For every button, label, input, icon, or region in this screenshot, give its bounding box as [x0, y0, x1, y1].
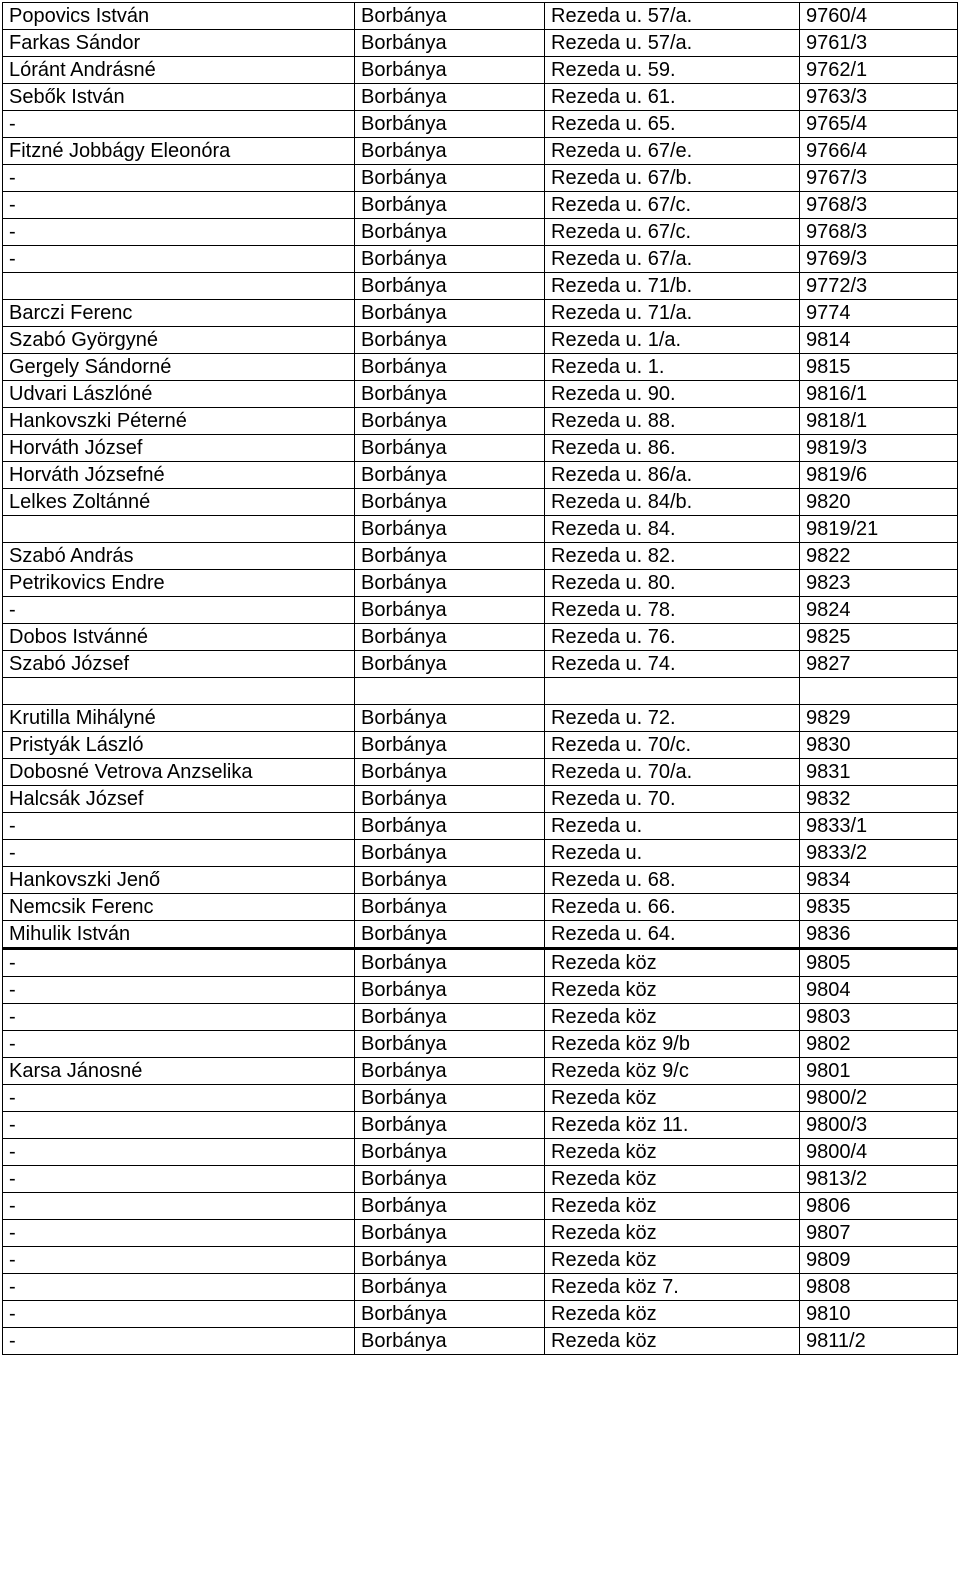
address-cell: Rezeda u. 1/a.: [545, 327, 800, 354]
table-row: [3, 138, 958, 165]
district-cell: Borbánya: [355, 516, 545, 543]
district-cell: Borbánya: [355, 786, 545, 813]
lot-number-cell: 9802: [800, 1031, 958, 1058]
district-cell: Borbánya: [355, 1301, 545, 1328]
lot-number-cell: 9769/3: [800, 246, 958, 273]
table-row: [3, 327, 958, 354]
owner-name-cell: -: [3, 246, 355, 273]
owner-name-cell: -: [3, 1112, 355, 1139]
table-row: [3, 813, 958, 840]
owner-name-cell: -: [3, 192, 355, 219]
lot-number-cell: 9835: [800, 894, 958, 921]
table-row: [3, 1004, 958, 1031]
table-row: [3, 1274, 958, 1301]
owner-name-cell: Sebők István: [3, 84, 355, 111]
owner-name-cell: Gergely Sándorné: [3, 354, 355, 381]
district-cell: Borbánya: [355, 705, 545, 732]
district-cell: Borbánya: [355, 1274, 545, 1301]
table-row: [3, 1301, 958, 1328]
district-cell: Borbánya: [355, 1220, 545, 1247]
district-cell: Borbánya: [355, 949, 545, 977]
owner-name-cell: -: [3, 1139, 355, 1166]
table-row: [3, 1085, 958, 1112]
address-cell: Rezeda u. 67/c.: [545, 192, 800, 219]
owner-name-cell: -: [3, 813, 355, 840]
lot-number-cell: 9800/4: [800, 1139, 958, 1166]
district-cell: Borbánya: [355, 30, 545, 57]
address-cell: Rezeda u. 71/b.: [545, 273, 800, 300]
lot-number-cell: 9807: [800, 1220, 958, 1247]
address-cell: Rezeda u. 67/e.: [545, 138, 800, 165]
owner-name-cell: -: [3, 219, 355, 246]
property-table-body: [3, 3, 958, 1355]
address-cell: Rezeda u. 64.: [545, 921, 800, 949]
lot-number-cell: 9820: [800, 489, 958, 516]
owner-name-cell: -: [3, 1274, 355, 1301]
owner-name-cell: -: [3, 1085, 355, 1112]
table-row: [3, 381, 958, 408]
address-cell: Rezeda u. 1.: [545, 354, 800, 381]
address-cell: Rezeda u. 71/a.: [545, 300, 800, 327]
lot-number-cell: 9830: [800, 732, 958, 759]
address-cell: [545, 678, 800, 705]
lot-number-cell: 9808: [800, 1274, 958, 1301]
owner-name-cell: Szabó András: [3, 543, 355, 570]
table-row: [3, 30, 958, 57]
lot-number-cell: 9761/3: [800, 30, 958, 57]
district-cell: Borbánya: [355, 921, 545, 949]
address-cell: Rezeda u. 74.: [545, 651, 800, 678]
table-row: [3, 219, 958, 246]
table-row: [3, 3, 958, 30]
district-cell: Borbánya: [355, 489, 545, 516]
address-cell: Rezeda köz: [545, 1301, 800, 1328]
table-row: [3, 111, 958, 138]
address-cell: Rezeda u. 67/b.: [545, 165, 800, 192]
lot-number-cell: 9814: [800, 327, 958, 354]
table-row: [3, 1031, 958, 1058]
address-cell: Rezeda köz 11.: [545, 1112, 800, 1139]
lot-number-cell: 9774: [800, 300, 958, 327]
address-cell: Rezeda u. 66.: [545, 894, 800, 921]
lot-number-cell: 9809: [800, 1247, 958, 1274]
address-cell: Rezeda u. 70.: [545, 786, 800, 813]
table-row: [3, 435, 958, 462]
owner-name-cell: Szabó József: [3, 651, 355, 678]
lot-number-cell: 9767/3: [800, 165, 958, 192]
address-cell: Rezeda u. 61.: [545, 84, 800, 111]
address-cell: Rezeda u. 90.: [545, 381, 800, 408]
address-cell: Rezeda u. 65.: [545, 111, 800, 138]
owner-name-cell: Dobosné Vetrova Anzselika: [3, 759, 355, 786]
address-cell: Rezeda u. 82.: [545, 543, 800, 570]
address-cell: Rezeda u. 57/a.: [545, 3, 800, 30]
district-cell: Borbánya: [355, 597, 545, 624]
owner-name-cell: [3, 273, 355, 300]
owner-name-cell: Petrikovics Endre: [3, 570, 355, 597]
owner-name-cell: -: [3, 1193, 355, 1220]
owner-name-cell: Lóránt Andrásné: [3, 57, 355, 84]
owner-name-cell: -: [3, 597, 355, 624]
district-cell: Borbánya: [355, 354, 545, 381]
district-cell: Borbánya: [355, 327, 545, 354]
address-cell: Rezeda u. 78.: [545, 597, 800, 624]
district-cell: Borbánya: [355, 1112, 545, 1139]
district-cell: Borbánya: [355, 543, 545, 570]
table-row: [3, 1220, 958, 1247]
owner-name-cell: -: [3, 1004, 355, 1031]
district-cell: Borbánya: [355, 165, 545, 192]
district-cell: Borbánya: [355, 651, 545, 678]
table-row: [3, 1193, 958, 1220]
owner-name-cell: -: [3, 111, 355, 138]
district-cell: Borbánya: [355, 3, 545, 30]
table-row: [3, 570, 958, 597]
address-cell: Rezeda köz: [545, 1193, 800, 1220]
table-row: [3, 597, 958, 624]
table-row: [3, 1139, 958, 1166]
address-cell: Rezeda köz: [545, 949, 800, 977]
table-row: [3, 408, 958, 435]
lot-number-cell: 9801: [800, 1058, 958, 1085]
address-cell: Rezeda u. 72.: [545, 705, 800, 732]
district-cell: Borbánya: [355, 219, 545, 246]
table-row: [3, 246, 958, 273]
address-cell: Rezeda u. 68.: [545, 867, 800, 894]
district-cell: Borbánya: [355, 1004, 545, 1031]
district-cell: Borbánya: [355, 1247, 545, 1274]
district-cell: Borbánya: [355, 462, 545, 489]
district-cell: Borbánya: [355, 138, 545, 165]
district-cell: Borbánya: [355, 1085, 545, 1112]
table-row: [3, 678, 958, 705]
lot-number-cell: 9803: [800, 1004, 958, 1031]
address-cell: Rezeda u.: [545, 840, 800, 867]
lot-number-cell: 9819/3: [800, 435, 958, 462]
address-cell: Rezeda u. 67/a.: [545, 246, 800, 273]
district-cell: Borbánya: [355, 1166, 545, 1193]
lot-number-cell: 9823: [800, 570, 958, 597]
lot-number-cell: 9827: [800, 651, 958, 678]
owner-name-cell: -: [3, 1166, 355, 1193]
table-row: [3, 977, 958, 1004]
owner-name-cell: Hankovszki Jenő: [3, 867, 355, 894]
owner-name-cell: -: [3, 840, 355, 867]
lot-number-cell: 9763/3: [800, 84, 958, 111]
lot-number-cell: 9800/3: [800, 1112, 958, 1139]
district-cell: Borbánya: [355, 1193, 545, 1220]
owner-name-cell: Mihulik István: [3, 921, 355, 949]
district-cell: Borbánya: [355, 894, 545, 921]
address-cell: Rezeda köz 9/b: [545, 1031, 800, 1058]
address-cell: Rezeda u. 76.: [545, 624, 800, 651]
address-cell: Rezeda köz: [545, 1004, 800, 1031]
table-row: [3, 949, 958, 977]
owner-name-cell: Nemcsik Ferenc: [3, 894, 355, 921]
address-cell: Rezeda köz: [545, 1166, 800, 1193]
district-cell: Borbánya: [355, 192, 545, 219]
owner-name-cell: Krutilla Mihályné: [3, 705, 355, 732]
property-table: [2, 2, 958, 1355]
district-cell: Borbánya: [355, 1031, 545, 1058]
table-row: [3, 1247, 958, 1274]
district-cell: Borbánya: [355, 435, 545, 462]
address-cell: Rezeda köz: [545, 1328, 800, 1355]
district-cell: Borbánya: [355, 246, 545, 273]
address-cell: Rezeda u. 57/a.: [545, 30, 800, 57]
lot-number-cell: 9765/4: [800, 111, 958, 138]
address-cell: Rezeda köz: [545, 1220, 800, 1247]
owner-name-cell: Halcsák József: [3, 786, 355, 813]
lot-number-cell: 9768/3: [800, 219, 958, 246]
lot-number-cell: 9831: [800, 759, 958, 786]
address-cell: Rezeda u. 88.: [545, 408, 800, 435]
lot-number-cell: 9800/2: [800, 1085, 958, 1112]
table-row: [3, 921, 958, 949]
table-row: [3, 543, 958, 570]
table-row: [3, 165, 958, 192]
lot-number-cell: 9813/2: [800, 1166, 958, 1193]
lot-number-cell: 9834: [800, 867, 958, 894]
district-cell: Borbánya: [355, 624, 545, 651]
owner-name-cell: -: [3, 1220, 355, 1247]
lot-number-cell: 9819/6: [800, 462, 958, 489]
table-row: [3, 300, 958, 327]
owner-name-cell: Fitzné Jobbágy Eleonóra: [3, 138, 355, 165]
table-row: [3, 867, 958, 894]
owner-name-cell: -: [3, 1328, 355, 1355]
lot-number-cell: 9811/2: [800, 1328, 958, 1355]
address-cell: Rezeda u. 70/a.: [545, 759, 800, 786]
lot-number-cell: 9833/1: [800, 813, 958, 840]
district-cell: Borbánya: [355, 759, 545, 786]
address-cell: Rezeda u. 86/a.: [545, 462, 800, 489]
owner-name-cell: Hankovszki Péterné: [3, 408, 355, 435]
owner-name-cell: [3, 678, 355, 705]
district-cell: Borbánya: [355, 1328, 545, 1355]
address-cell: Rezeda köz: [545, 1247, 800, 1274]
address-cell: Rezeda köz 7.: [545, 1274, 800, 1301]
table-row: [3, 57, 958, 84]
owner-name-cell: [3, 516, 355, 543]
lot-number-cell: 9832: [800, 786, 958, 813]
lot-number-cell: 9806: [800, 1193, 958, 1220]
table-row: [3, 1166, 958, 1193]
district-cell: Borbánya: [355, 732, 545, 759]
table-row: [3, 1058, 958, 1085]
address-cell: Rezeda u. 80.: [545, 570, 800, 597]
lot-number-cell: [800, 678, 958, 705]
table-row: [3, 273, 958, 300]
district-cell: Borbánya: [355, 111, 545, 138]
address-cell: Rezeda u. 70/c.: [545, 732, 800, 759]
address-cell: Rezeda u.: [545, 813, 800, 840]
lot-number-cell: 9772/3: [800, 273, 958, 300]
lot-number-cell: 9819/21: [800, 516, 958, 543]
district-cell: Borbánya: [355, 84, 545, 111]
lot-number-cell: 9766/4: [800, 138, 958, 165]
table-row: [3, 759, 958, 786]
lot-number-cell: 9762/1: [800, 57, 958, 84]
owner-name-cell: Lelkes Zoltánné: [3, 489, 355, 516]
lot-number-cell: 9836: [800, 921, 958, 949]
district-cell: Borbánya: [355, 408, 545, 435]
owner-name-cell: Karsa Jánosné: [3, 1058, 355, 1085]
address-cell: Rezeda köz: [545, 1085, 800, 1112]
owner-name-cell: Pristyák László: [3, 732, 355, 759]
lot-number-cell: 9825: [800, 624, 958, 651]
district-cell: Borbánya: [355, 1058, 545, 1085]
address-cell: Rezeda u. 67/c.: [545, 219, 800, 246]
table-row: [3, 1112, 958, 1139]
table-row: [3, 732, 958, 759]
owner-name-cell: Udvari Lászlóné: [3, 381, 355, 408]
owner-name-cell: Szabó Györgyné: [3, 327, 355, 354]
owner-name-cell: Horváth József: [3, 435, 355, 462]
table-row: [3, 786, 958, 813]
district-cell: Borbánya: [355, 977, 545, 1004]
table-row: [3, 516, 958, 543]
district-cell: Borbánya: [355, 57, 545, 84]
owner-name-cell: Farkas Sándor: [3, 30, 355, 57]
district-cell: Borbánya: [355, 840, 545, 867]
address-cell: Rezeda köz 9/c: [545, 1058, 800, 1085]
lot-number-cell: 9810: [800, 1301, 958, 1328]
owner-name-cell: -: [3, 1031, 355, 1058]
address-cell: Rezeda u. 59.: [545, 57, 800, 84]
lot-number-cell: 9804: [800, 977, 958, 1004]
table-row: [3, 894, 958, 921]
district-cell: Borbánya: [355, 1139, 545, 1166]
address-cell: Rezeda u. 84/b.: [545, 489, 800, 516]
table-row: [3, 192, 958, 219]
owner-name-cell: Dobos Istvánné: [3, 624, 355, 651]
owner-name-cell: -: [3, 165, 355, 192]
table-row: [3, 651, 958, 678]
district-cell: Borbánya: [355, 300, 545, 327]
table-row: [3, 354, 958, 381]
district-cell: [355, 678, 545, 705]
owner-name-cell: -: [3, 949, 355, 977]
district-cell: Borbánya: [355, 813, 545, 840]
lot-number-cell: 9818/1: [800, 408, 958, 435]
district-cell: Borbánya: [355, 273, 545, 300]
lot-number-cell: 9805: [800, 949, 958, 977]
address-cell: Rezeda köz: [545, 1139, 800, 1166]
lot-number-cell: 9829: [800, 705, 958, 732]
lot-number-cell: 9760/4: [800, 3, 958, 30]
district-cell: Borbánya: [355, 381, 545, 408]
address-cell: Rezeda u. 86.: [545, 435, 800, 462]
table-row: [3, 624, 958, 651]
table-row: [3, 1328, 958, 1355]
table-row: [3, 489, 958, 516]
owner-name-cell: Horváth Józsefné: [3, 462, 355, 489]
lot-number-cell: 9768/3: [800, 192, 958, 219]
lot-number-cell: 9815: [800, 354, 958, 381]
district-cell: Borbánya: [355, 867, 545, 894]
owner-name-cell: -: [3, 977, 355, 1004]
address-cell: Rezeda u. 84.: [545, 516, 800, 543]
district-cell: Borbánya: [355, 570, 545, 597]
table-row: [3, 462, 958, 489]
owner-name-cell: Popovics István: [3, 3, 355, 30]
address-cell: Rezeda köz: [545, 977, 800, 1004]
owner-name-cell: -: [3, 1301, 355, 1328]
owner-name-cell: -: [3, 1247, 355, 1274]
lot-number-cell: 9833/2: [800, 840, 958, 867]
table-row: [3, 840, 958, 867]
lot-number-cell: 9816/1: [800, 381, 958, 408]
lot-number-cell: 9822: [800, 543, 958, 570]
lot-number-cell: 9824: [800, 597, 958, 624]
owner-name-cell: Barczi Ferenc: [3, 300, 355, 327]
table-row: [3, 705, 958, 732]
table-row: [3, 84, 958, 111]
